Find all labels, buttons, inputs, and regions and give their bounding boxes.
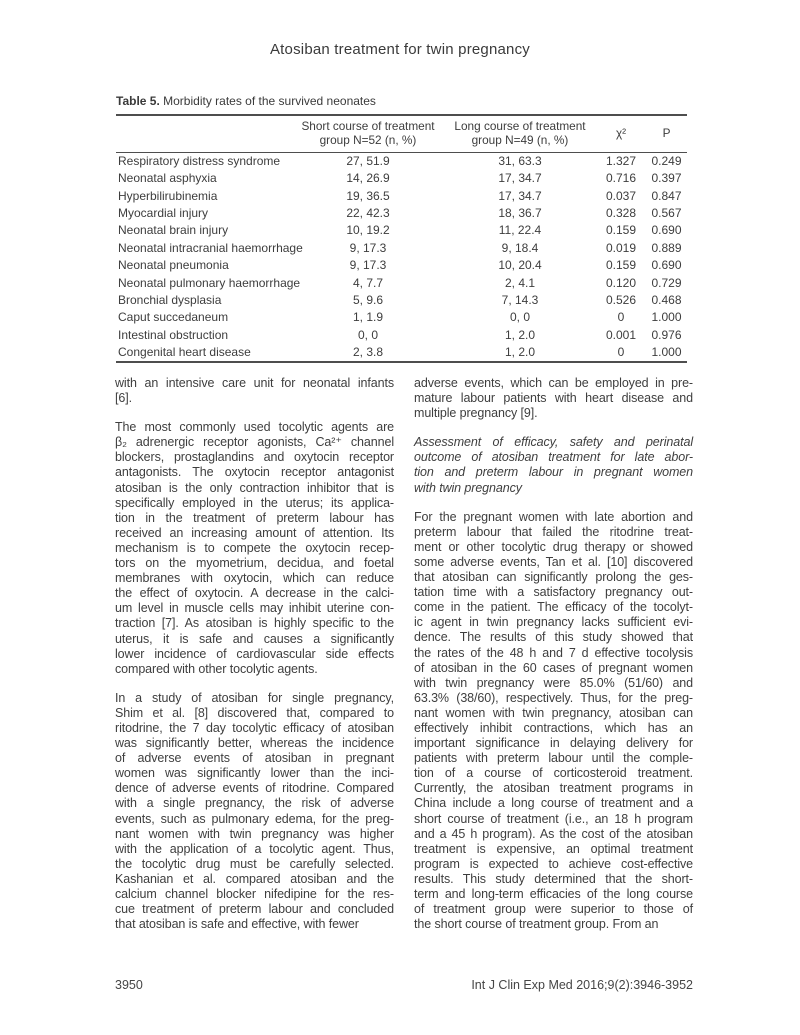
cell-short-course-value: 9, 17.3 bbox=[349, 240, 387, 255]
text-line: antagonists. The oxytocin receptor antagonist bbox=[115, 465, 394, 480]
text-line: come in the patient. The efficacy of the tocolyt- bbox=[414, 600, 693, 615]
table-row bbox=[116, 275, 687, 292]
text-line: adverse events, which can be employed in pre- bbox=[414, 376, 693, 390]
cell-morbidity-label: Neonatal pneumonia bbox=[118, 258, 229, 273]
cell-morbidity-label: Respiratory distress syndrome bbox=[118, 153, 281, 168]
text-line: outcome of atosiban treatment for late abor- bbox=[414, 450, 693, 465]
cell-chi-square-value: 1.327 bbox=[605, 153, 637, 168]
text-line: treatment is expensive, an optimal treatment bbox=[414, 841, 693, 856]
section-heading bbox=[414, 435, 693, 495]
text-line: that atosiban can significantly prolong the ges- bbox=[414, 570, 693, 585]
right-column bbox=[414, 376, 693, 932]
cell-p-value: 0.690 bbox=[651, 223, 682, 238]
cell-long-course-value: 10, 20.4 bbox=[498, 258, 542, 273]
cell-long-course-value: 1, 2.0 bbox=[504, 327, 536, 342]
cell-morbidity-label: Intestinal obstruction bbox=[118, 327, 229, 342]
text-line: ritodrine, the 7 day tocolytic efficacy of atosiban bbox=[115, 720, 394, 735]
cell-short-course-value: 1, 1.9 bbox=[352, 310, 384, 325]
text-line: Kashanian et al. compared atosiban and the bbox=[115, 871, 394, 886]
cell-chi-square-value: 0.159 bbox=[605, 223, 637, 238]
cell-short-course-value: 4, 7.7 bbox=[352, 275, 384, 290]
cell-long-course-value: 7, 14.3 bbox=[501, 293, 539, 307]
table-row bbox=[116, 222, 687, 239]
text-line: uterus, it is safe and causes a significantly bbox=[115, 631, 394, 646]
text-line: For the pregnant women with late abortion and bbox=[414, 509, 693, 524]
cell-long-course-value: 9, 18.4 bbox=[501, 240, 539, 255]
text-line: tion and preterm labour in pregnant women bbox=[414, 465, 693, 480]
table-row bbox=[116, 344, 687, 362]
text-line: short course of treatment (i.e., an 18 h program bbox=[414, 811, 693, 826]
cell-p-value: 0.397 bbox=[651, 171, 682, 186]
text-line: compared with other tocolytic agents. bbox=[115, 661, 318, 676]
cell-p-value: 0.729 bbox=[651, 275, 682, 290]
text-line: Assessment of efficacy, safety and perinatal bbox=[414, 435, 693, 450]
text-line: program is expected to achieve cost-effective bbox=[414, 856, 693, 871]
cell-short-course-value: 9, 17.3 bbox=[349, 258, 387, 273]
text-line: was significantly better, whereas the incidence bbox=[115, 736, 394, 751]
text-line: received an increasing amount of attention. Its bbox=[115, 525, 394, 540]
table5-caption-label: Table 5. bbox=[116, 94, 160, 108]
cell-p-value: 1.000 bbox=[651, 345, 682, 360]
text-line: tors on the myometrium, decidua, and foetal bbox=[115, 556, 394, 571]
cell-long-course-value: 0, 0 bbox=[509, 310, 530, 325]
col-header-empty bbox=[116, 115, 292, 152]
cell-p-value: 0.567 bbox=[651, 206, 682, 221]
paragraph bbox=[414, 376, 693, 421]
cell-short-course-value: 10, 19.2 bbox=[346, 223, 390, 238]
table5-header bbox=[116, 115, 687, 152]
table-row bbox=[116, 205, 687, 222]
text-line: the rates of the 48 h and 7 d effective tocolysis bbox=[414, 645, 693, 660]
text-line: with the application of a tocolytic agent. Thus, bbox=[115, 841, 394, 856]
text-line: ment or other tocolytic drug therapy or showed bbox=[414, 539, 693, 554]
paragraph bbox=[115, 376, 394, 406]
table-row bbox=[116, 257, 687, 274]
cell-short-course-value: 5, 9.6 bbox=[352, 293, 384, 307]
cell-chi-square-value: 0 bbox=[617, 310, 625, 325]
text-line: women was significantly lower than the inci- bbox=[115, 766, 394, 781]
cell-chi-square-value: 0.526 bbox=[605, 293, 637, 307]
text-line: the short course of treatment group. From an bbox=[414, 917, 659, 932]
cell-morbidity-label: Caput succedaneum bbox=[118, 310, 229, 325]
text-line: traction [7]. As atosiban is highly specific to the bbox=[115, 616, 394, 631]
table-row bbox=[116, 188, 687, 205]
text-line: of adverse events of atosiban in pregnant bbox=[115, 751, 394, 766]
cell-p-value: 0.249 bbox=[651, 153, 682, 168]
cell-short-course-value: 0, 0 bbox=[357, 327, 378, 342]
cell-chi-square-value: 0.037 bbox=[605, 188, 637, 203]
cell-morbidity-label: Congenital heart disease bbox=[118, 345, 251, 360]
running-title: Atosiban treatment for twin pregnancy bbox=[269, 41, 531, 58]
table5-caption-text: Morbidity rates of the survived neonates bbox=[163, 94, 376, 108]
text-line: of treatment group were superior to those of bbox=[414, 902, 693, 917]
cell-morbidity-label: Neonatal brain injury bbox=[118, 223, 229, 238]
table-row bbox=[116, 327, 687, 344]
cell-long-course-value: 31, 63.3 bbox=[498, 153, 542, 168]
text-line: tion in the treatment of preterm labour has bbox=[115, 510, 394, 525]
cell-chi-square-value: 0.120 bbox=[605, 275, 637, 290]
text-line: tation time with a satisfactory pregnancy out- bbox=[414, 585, 693, 600]
cell-short-course-value: 19, 36.5 bbox=[346, 188, 390, 203]
text-line: ic agent in twin pregnancy lacks sufficient evi- bbox=[414, 615, 693, 630]
text-line: um level in muscle cells may inhibit uterine con- bbox=[115, 601, 394, 616]
table5-header-row bbox=[116, 115, 687, 152]
cell-long-course-value: 17, 34.7 bbox=[498, 171, 542, 186]
text-line: nant women with twin pregnancy, atosiban can bbox=[414, 705, 693, 720]
text-line: [6]. bbox=[115, 391, 132, 406]
text-line: nant women with twin pregnancy was higher bbox=[115, 826, 394, 841]
text-line: events, such as pulmonary edema, for the preg- bbox=[115, 811, 394, 826]
table-row bbox=[116, 170, 687, 187]
text-line: patients with preterm labour until the comple- bbox=[414, 751, 693, 766]
text-line: cue treatment of preterm labour and concluded bbox=[115, 902, 394, 917]
text-line: Currently, the atosiban treatment programs in bbox=[414, 781, 693, 796]
text-line: dence. The results of this study showed that bbox=[414, 630, 693, 645]
cell-short-course-value: 27, 51.9 bbox=[346, 153, 390, 168]
text-line: specifically employed in the uterus; its applica- bbox=[115, 495, 394, 510]
table5-block bbox=[116, 94, 687, 363]
cell-morbidity-label: Bronchial dysplasia bbox=[118, 293, 222, 307]
cell-p-value: 0.690 bbox=[651, 258, 682, 273]
table-row bbox=[116, 152, 687, 170]
col-header-chi-square: χ² bbox=[596, 115, 646, 152]
text-line: tion of a course of corticosteroid treatment. bbox=[414, 766, 693, 781]
text-line: atosiban is the only contraction inhibitor that is bbox=[115, 480, 394, 495]
journal-reference: Int J Clin Exp Med 2016;9(2):3946-3952 bbox=[471, 978, 693, 992]
text-line: with twin pregnancy bbox=[414, 480, 522, 495]
text-line: dence of adverse events of ritodrine. Compared bbox=[115, 781, 394, 796]
cell-morbidity-label: Neonatal intracranial haemorrhage bbox=[118, 240, 303, 255]
cell-chi-square-value: 0.159 bbox=[605, 258, 637, 273]
cell-chi-square-value: 0.001 bbox=[605, 327, 637, 342]
paragraph bbox=[115, 691, 394, 933]
col-header-short-course: Short course of treatment group N=52 (n, %) bbox=[292, 115, 444, 152]
text-line: Shim et al. [8] discovered that, compared to bbox=[115, 705, 394, 720]
text-line: with a single pregnancy, the risk of adverse bbox=[115, 796, 394, 811]
paragraph bbox=[115, 420, 394, 677]
cell-chi-square-value: 0 bbox=[617, 345, 625, 360]
table-row bbox=[116, 292, 687, 309]
table-row bbox=[116, 309, 687, 326]
text-line: The most commonly used tocolytic agents are bbox=[115, 420, 394, 435]
text-line: In a study of atosiban for single pregnancy, bbox=[115, 690, 394, 705]
cell-p-value: 0.847 bbox=[651, 188, 682, 203]
text-line: and a 45 h program). As the cost of the atosiban bbox=[414, 826, 693, 841]
cell-p-value: 0.976 bbox=[651, 327, 682, 342]
cell-chi-square-value: 0.328 bbox=[605, 206, 637, 221]
text-line: the effect of oxytocin. A decrease in the calci- bbox=[115, 586, 394, 601]
text-line: of atosiban in the 60 cases of pregnant women bbox=[414, 660, 693, 675]
table5-body bbox=[116, 152, 687, 362]
cell-morbidity-label: Neonatal pulmonary haemorrhage bbox=[118, 275, 301, 290]
col-header-p-value: P bbox=[646, 115, 687, 152]
text-line: preterm labour that failed the ritodrine treat- bbox=[414, 524, 693, 539]
text-line: term and long-term efficacies of the long course bbox=[414, 887, 693, 901]
text-line: China include a long course of treatment and a bbox=[414, 796, 693, 811]
text-line: the tocolytic drug must be carefully selected. bbox=[115, 856, 394, 871]
text-line: important significance in delaying delivery for bbox=[414, 736, 693, 751]
page-footer bbox=[115, 978, 693, 992]
text-line: some adverse events, Tan et al. [10] discovered bbox=[414, 554, 693, 569]
text-line: that atosiban is safe and effective, with fewer bbox=[115, 917, 359, 932]
text-line: 63.3% (38/60), respectively. Thus, for the preg- bbox=[414, 690, 693, 705]
text-line: with an intensive care unit for neonatal infants bbox=[115, 376, 394, 390]
text-line: calcium channel blocker nifedipine for the res- bbox=[115, 887, 394, 901]
text-line: effectively inhibit contractions, which has an bbox=[414, 720, 693, 735]
cell-long-course-value: 18, 36.7 bbox=[498, 206, 542, 221]
cell-p-value: 0.889 bbox=[651, 240, 682, 255]
text-line: β₂ adrenergic receptor agonists, Ca²⁺ channel bbox=[115, 435, 394, 450]
text-line: with twin pregnancy were 85.0% (51/60) and bbox=[414, 675, 693, 690]
cell-p-value: 1.000 bbox=[651, 310, 682, 325]
text-line: membranes with oxytocin, which can reduce bbox=[115, 571, 394, 586]
cell-chi-square-value: 0.019 bbox=[605, 240, 637, 255]
cell-short-course-value: 14, 26.9 bbox=[346, 171, 390, 186]
cell-long-course-value: 17, 34.7 bbox=[498, 188, 542, 203]
cell-morbidity-label: Hyperbilirubinemia bbox=[118, 188, 218, 203]
cell-long-course-value: 2, 4.1 bbox=[504, 275, 536, 290]
article-body bbox=[115, 376, 693, 932]
text-line: mechanism is to compete the oxytocin recep- bbox=[115, 540, 394, 555]
cell-long-course-value: 11, 22.4 bbox=[498, 223, 542, 238]
cell-short-course-value: 2, 3.8 bbox=[352, 345, 384, 360]
text-line: blockers, prostaglandins and oxytocin receptor bbox=[115, 450, 394, 465]
cell-morbidity-label: Neonatal asphyxia bbox=[118, 171, 217, 186]
table5 bbox=[116, 114, 687, 363]
left-column bbox=[115, 376, 394, 932]
cell-long-course-value: 1, 2.0 bbox=[504, 345, 536, 360]
page-number: 3950 bbox=[115, 978, 143, 992]
cell-p-value: 0.468 bbox=[651, 293, 682, 307]
text-line: mature labour patients with heart disease and bbox=[414, 391, 693, 406]
cell-morbidity-label: Myocardial injury bbox=[118, 206, 209, 221]
col-header-long-course: Long course of treatment group N=49 (n, %) bbox=[444, 115, 596, 152]
table5-caption bbox=[116, 94, 687, 108]
text-line: lower incidence of cardiovascular side effects bbox=[115, 646, 394, 661]
cell-short-course-value: 22, 42.3 bbox=[346, 206, 390, 221]
paragraph bbox=[414, 510, 693, 933]
text-line: multiple pregnancy [9]. bbox=[414, 406, 538, 421]
table-row bbox=[116, 240, 687, 257]
text-line: results. This study determined that the short- bbox=[414, 871, 693, 886]
cell-chi-square-value: 0.716 bbox=[605, 171, 637, 186]
